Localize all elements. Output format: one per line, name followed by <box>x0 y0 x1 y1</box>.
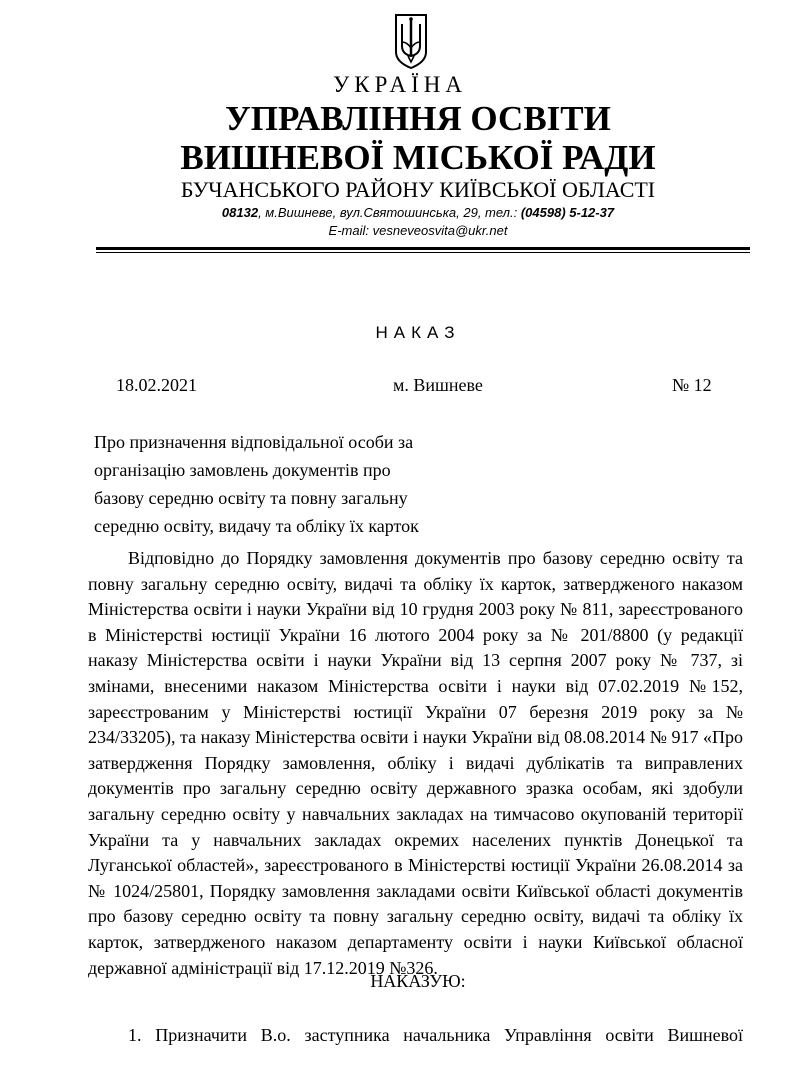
letterhead-divider-thick <box>96 247 750 250</box>
subject-line: середню освіту, видачу та обліку їх карток <box>94 516 419 536</box>
order-item-1: 1. Призначити В.о. заступника начальника Управління освіти Вишневої <box>128 1025 743 1045</box>
address-line <box>0 205 800 221</box>
subject-line: організацію замовлень документів про <box>94 460 391 480</box>
letterhead-divider-thin <box>96 252 750 253</box>
subject-line: базову середню освіту та повну загальну <box>94 488 408 508</box>
organization-name-line1: УПРАВЛІННЯ ОСВІТИ <box>225 99 611 138</box>
order-city: м. Вишневе <box>393 375 483 395</box>
document-title: НАКАЗ <box>375 323 461 342</box>
postcode: 08132 <box>221 205 259 220</box>
subject-line: Про призначення відповідальної особи за <box>94 432 414 452</box>
ukraine-trident-icon <box>393 12 429 70</box>
order-subject <box>94 428 474 540</box>
organization-name-line2: ВИШНЕВОЇ МІСЬКОЇ РАДИ <box>180 138 656 177</box>
order-number: № 12 <box>672 375 712 395</box>
preamble-paragraph: Відповідно до Порядку замовлення документів про базову середню освіту та повну загальну середню освіту, видачі та обліку їх карток, затвердженого наказом Міністерства освіти і науки України від 10 грудня 2003 року № 811, зареєстрованого в Міністерстві юстиції України 16 лютого 2004 року за № 201/8800 (у редакції наказу Міністерства освіти і науки України від 13 серпня 2007 року № 737, зі змінами, внесеними наказом Міністерства освіти і науки від 07.02.2019 №152, зареєстрованим у Міністерстві юстиції України 07 березня 2019 року за № 234/33205), та наказу Міністерства освіти і науки України від 08.08.2014 № 917 «Про затвердження Порядку замовлення, обліку і видачі дублікатів та виправлених документів про загальну середню освіту державного зразка особам, які здобули загальну середню освіту у навчальних закладах на тимчасово окупованій території України та у навчальних закладах окремих населених пунктів Донецької та Луганської областей», зареєстрованого в Міністерстві юстиції України 26.08.2014 за № 1024/25801, Порядку замовлення закладами освіти Київської області документів про базову середню освіту та повну загальну середню освіту, видачі та обліку їх карток, затвердженого наказом департаменту освіти і науки Київської обласної державної адміністрації від 17.12.2019 №326. <box>88 548 743 978</box>
order-date: 18.02.2021 <box>116 375 197 395</box>
organization-district: БУЧАНСЬКОГО РАЙОНУ КИЇВСЬКОЇ ОБЛАСТІ <box>180 177 656 202</box>
country-name: УКРАЇНА <box>333 72 467 97</box>
email-line: E-mail: vesneveosvita@ukr.net <box>328 223 508 238</box>
street-address: , м.Вишневе, вул.Святошинська, 29, тел.: <box>258 205 521 220</box>
decree-heading: НАКАЗУЮ: <box>370 971 466 991</box>
phone-number: (04598) 5-12-37 <box>520 205 615 220</box>
